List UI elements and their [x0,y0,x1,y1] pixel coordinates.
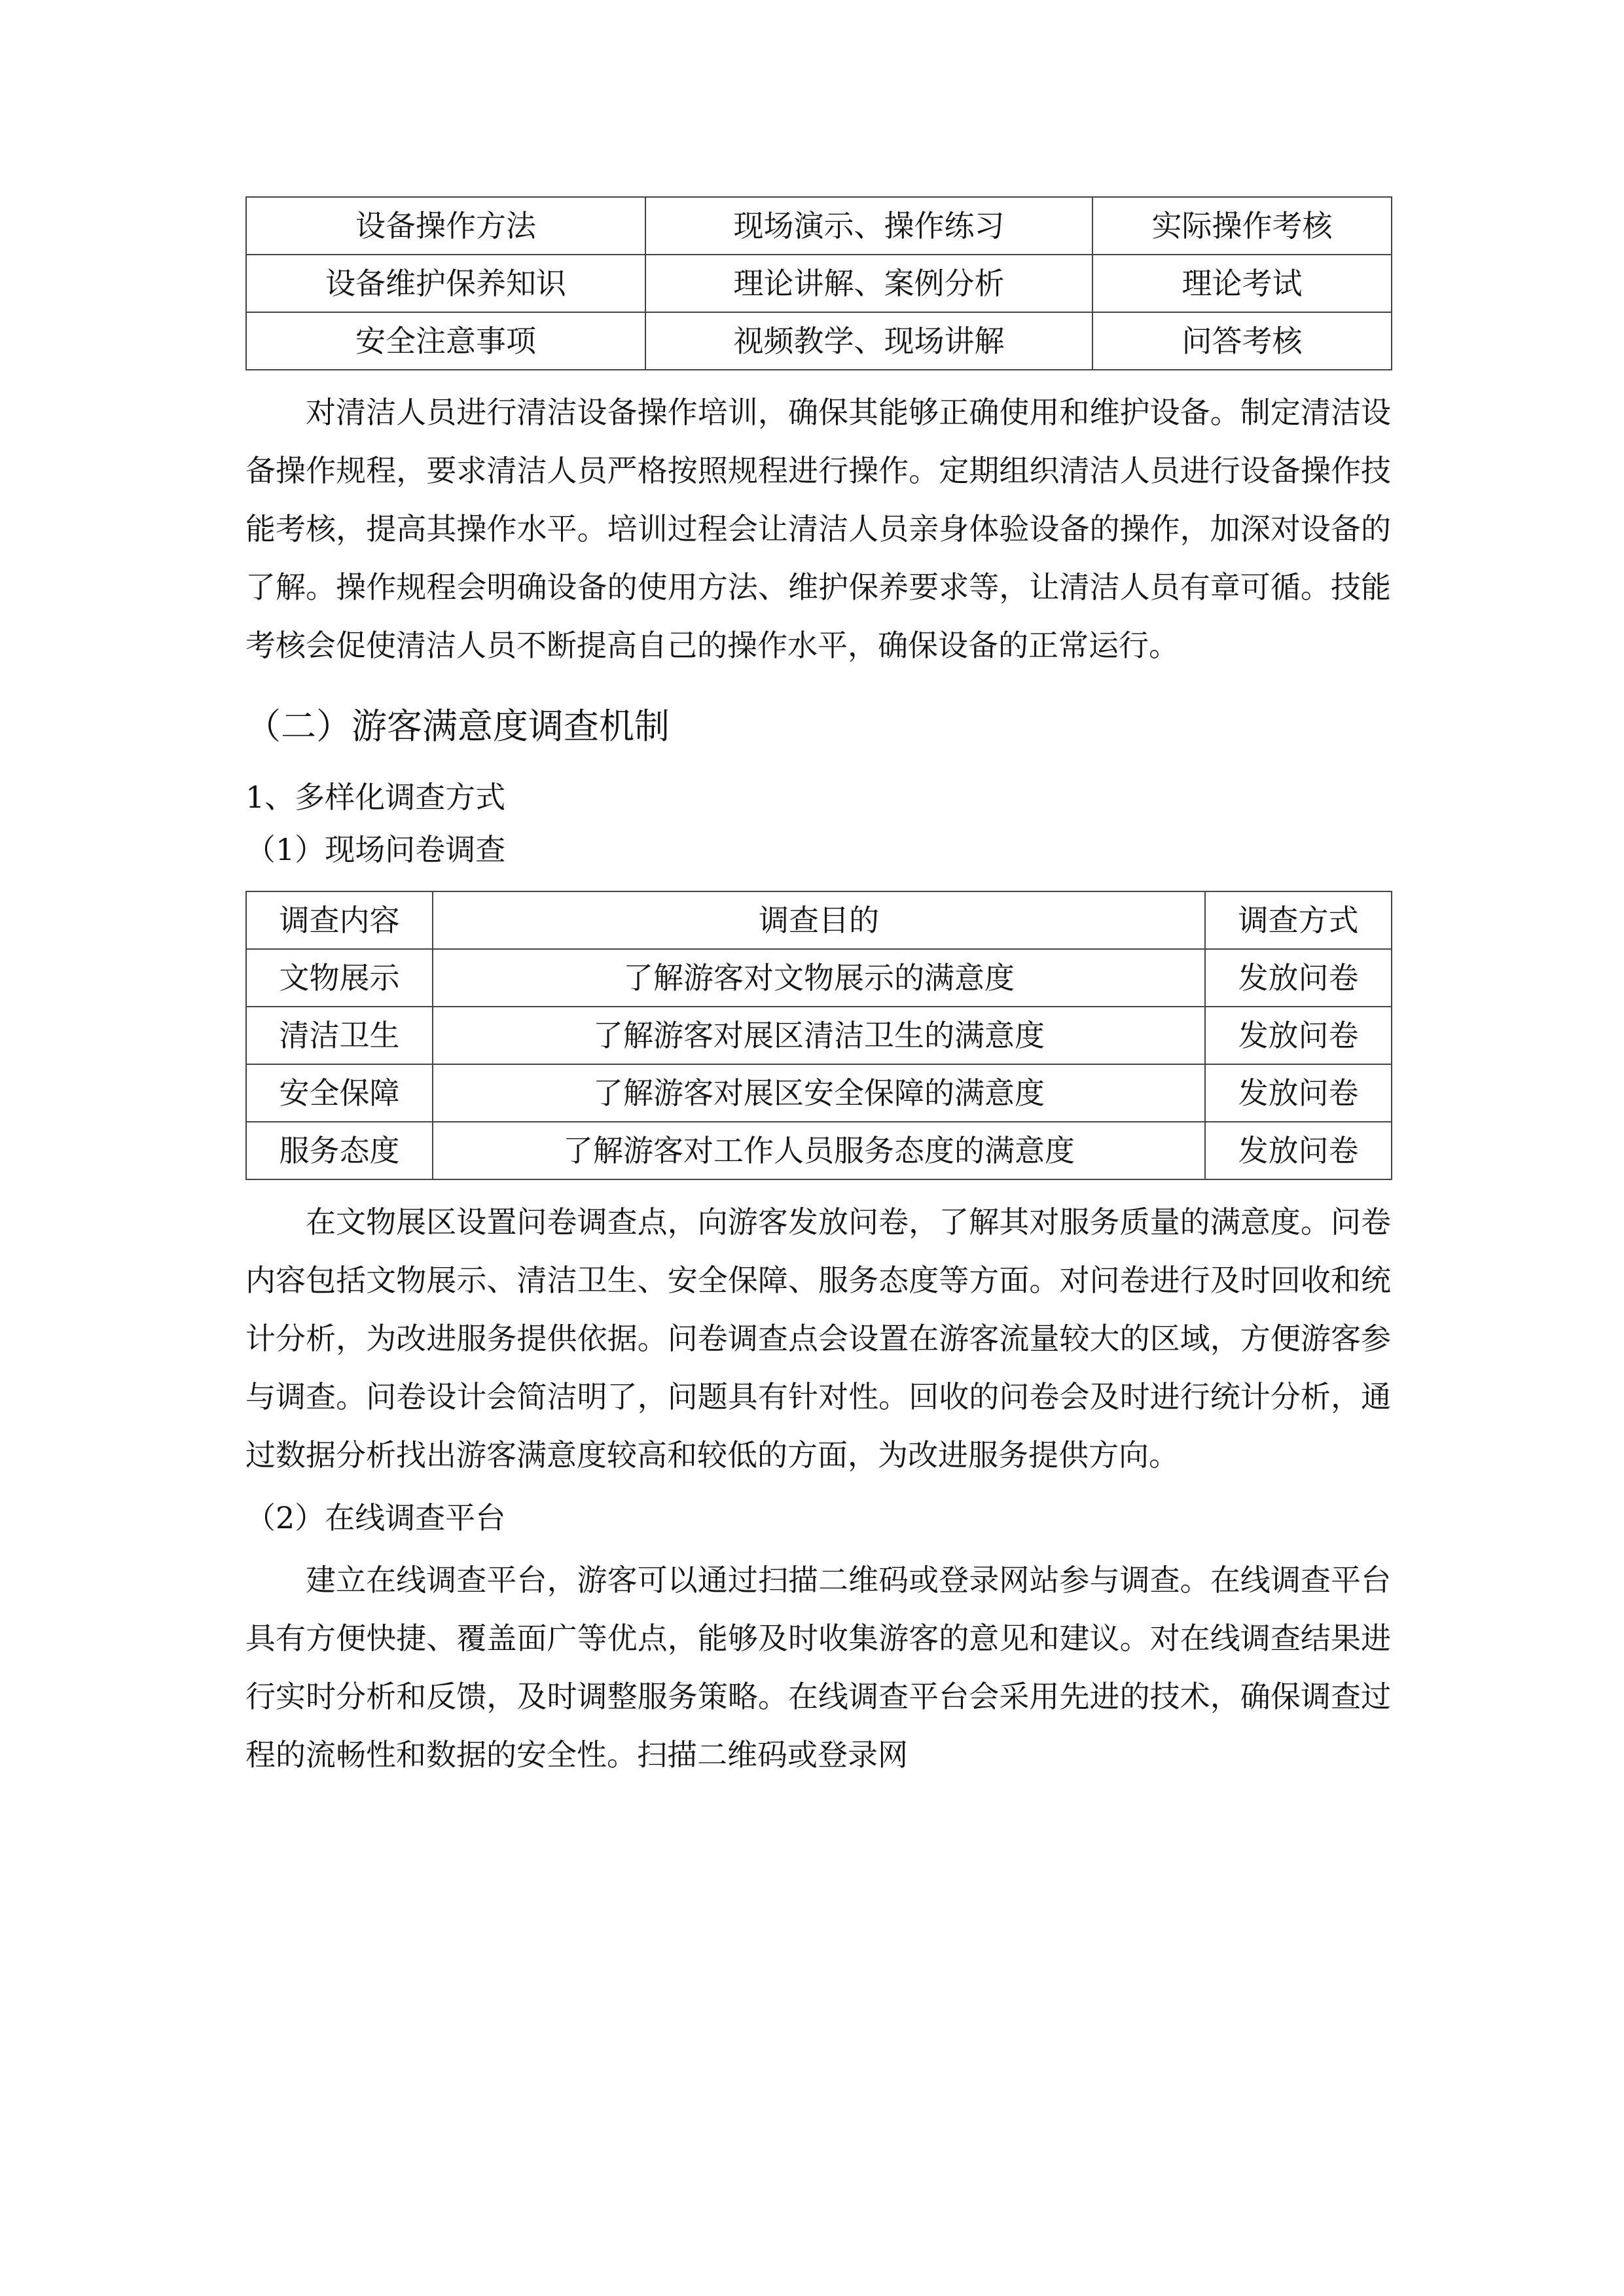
table-cell: 实际操作考核 [1092,197,1392,255]
table-row [246,1007,1392,1064]
table-cell: 服务态度 [246,1122,433,1179]
table-cell: 理论讲解、案例分析 [645,255,1092,312]
table-cell: 了解游客对展区清洁卫生的满意度 [433,1007,1205,1064]
paragraph-online-survey: 建立在线调查平台，游客可以通过扫描二维码或登录网站参与调查。在线调查平台具有方便快捷、覆盖面广等优点，能够及时收集游客的意见和建议。对在线调查结果进行实时分析和反馈，及时调整服务策略。在线调查平台会采用先进的技术，确保调查过程的流畅性和数据的安全性。扫描二维码或登录网 [245,1562,1391,1772]
table-cell: 发放问卷 [1205,949,1392,1007]
table-cell: 发放问卷 [1205,1007,1392,1064]
table-row [246,197,1392,255]
paragraph-onsite-survey: 在文物展区设置问卷调查点，向游客发放问卷，了解其对服务质量的满意度。问卷内容包括文物展示、清洁卫生、安全保障、服务态度等方面。对问卷进行及时回收和统计分析，为改进服务提供依据。问卷调查点会设置在游客流量较大的区域，方便游客参与调查。问卷设计会简洁明了，问题具有针对性。回收的问卷会及时进行统计分析，通过数据分析找出游客满意度较高和较低的方面，为改进服务提供方向。 [245,1204,1391,1473]
table-cell: 问答考核 [1092,312,1392,370]
table-row [246,1122,1392,1179]
table-cell: 视频教学、现场讲解 [645,312,1092,370]
table-cell: 清洁卫生 [246,1007,433,1064]
table-cell: 了解游客对文物展示的满意度 [433,949,1205,1007]
table-header-cell: 调查方式 [1205,891,1392,949]
table-header-cell: 调查目的 [433,891,1205,949]
survey-table [245,891,1392,1180]
table-header-row [246,891,1392,949]
table-cell: 设备维护保养知识 [246,255,645,312]
table-cell: 了解游客对工作人员服务态度的满意度 [433,1122,1205,1179]
table-cell: 安全保障 [246,1064,433,1122]
table-cell: 理论考试 [1092,255,1392,312]
training-table [245,196,1392,370]
table-cell: 现场演示、操作练习 [645,197,1092,255]
table-row [246,1064,1392,1122]
table-cell: 发放问卷 [1205,1064,1392,1122]
table-cell: 设备操作方法 [246,197,645,255]
table-cell: 文物展示 [246,949,433,1007]
table-row [246,949,1392,1007]
item-heading: （1）现场问卷调查 [245,832,506,867]
table-cell: 发放问卷 [1205,1122,1392,1179]
table-row [246,312,1392,370]
paragraph-training: 对清洁人员进行清洁设备操作培训，确保其能够正确使用和维护设备。制定清洁设备操作规程，要求清洁人员严格按照规程进行操作。定期组织清洁人员进行设备操作技能考核，提高其操作水平。培训过程会让清洁人员亲身体验设备的操作，加深对设备的了解。操作规程会明确设备的使用方法、维护保养要求等，让清洁人员有章可循。技能考核会促使清洁人员不断提高自己的操作水平，确保设备的正常运行。 [245,395,1391,663]
item-heading: （2）在线调查平台 [245,1500,506,1535]
subsection-heading: 1、多样化调查方式 [245,780,506,815]
table-cell: 安全注意事项 [246,312,645,370]
table-row [246,255,1392,312]
document-page [245,196,1391,1784]
table-header-cell: 调查内容 [246,891,433,949]
section-heading: （二）游客满意度调查机制 [245,706,670,747]
table-cell: 了解游客对展区安全保障的满意度 [433,1064,1205,1122]
